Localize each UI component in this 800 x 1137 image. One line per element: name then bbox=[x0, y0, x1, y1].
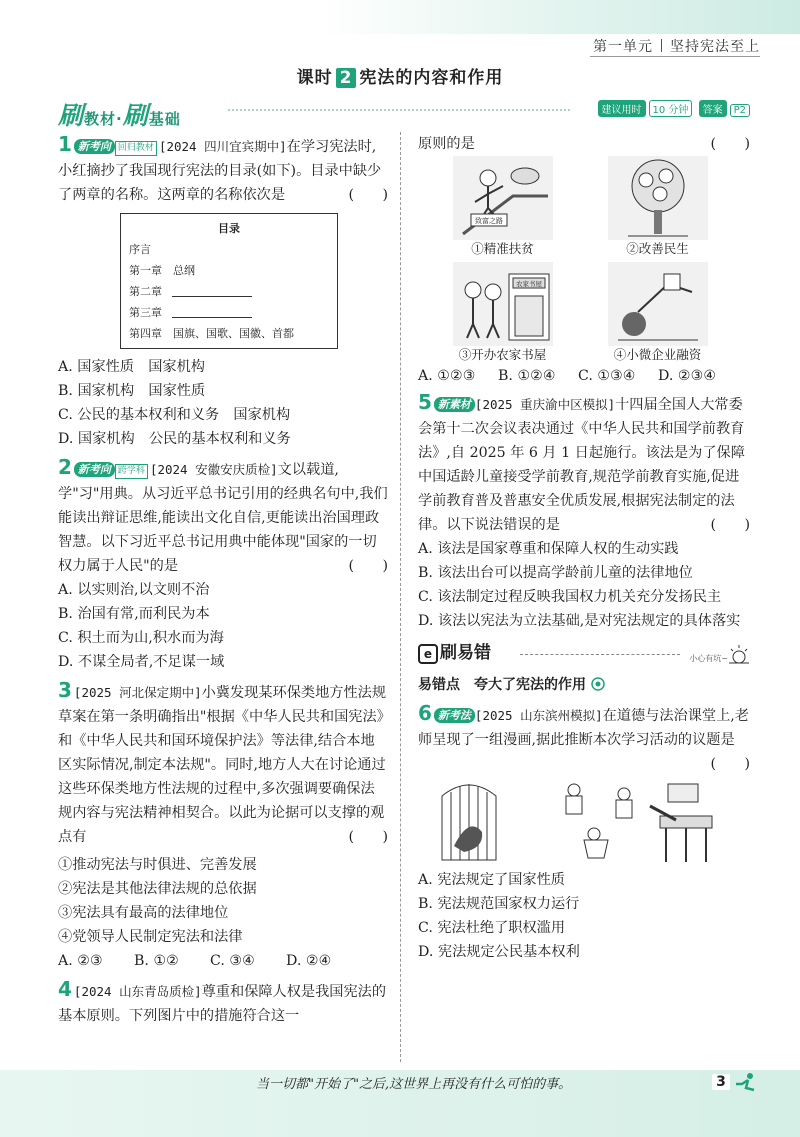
q4-pic-4-caption: ④小微企业融资 bbox=[613, 347, 702, 362]
q2-number: 2 bbox=[58, 455, 72, 479]
column-divider bbox=[400, 132, 401, 1062]
power-cage-comic bbox=[424, 776, 734, 866]
section-brand bbox=[58, 96, 181, 132]
brand-char-a: 刷 bbox=[58, 101, 85, 130]
q3-answer-paren: ( ) bbox=[348, 829, 388, 845]
brand-text-b: 教材 bbox=[84, 110, 117, 128]
question-6 bbox=[418, 701, 750, 964]
q3-option-c[interactable]: C. ③④ bbox=[210, 953, 255, 969]
q3-item-3: ③宪法具有最高的法律地位 bbox=[58, 905, 229, 921]
unit-title: 坚持宪法至上 bbox=[670, 39, 760, 55]
q4-pic-3-caption: ③开办农家书屋 bbox=[458, 347, 547, 362]
e-icon: e bbox=[418, 644, 438, 664]
q1-option-c[interactable]: C. 公民的基本权利和义务 国家机构 bbox=[58, 407, 291, 423]
lesson-name: 宪法的内容和作用 bbox=[359, 68, 504, 88]
q5-stem-line bbox=[418, 390, 750, 537]
question-5 bbox=[418, 390, 750, 633]
q6-stem: 在道德与法治课堂上,老师呈现了一组漫画,据此推断本次学习活动的议题是 bbox=[418, 708, 749, 748]
right-column bbox=[418, 132, 750, 964]
q2-stem-line bbox=[58, 455, 388, 578]
q3-source: [2025 河北保定期中] bbox=[73, 685, 202, 700]
q6-answer-paren: ( ) bbox=[710, 756, 750, 772]
toc-ch4-label: 第四章 bbox=[129, 327, 162, 340]
left-column bbox=[58, 132, 388, 1028]
q2-option-b[interactable]: B. 治国有常,而利民为本 bbox=[58, 606, 210, 622]
wrong-motto: 小心有坑~ bbox=[689, 654, 728, 663]
farm-bookstore-illustration bbox=[453, 262, 553, 346]
q3-number: 3 bbox=[58, 678, 72, 702]
q5-option-c[interactable]: C. 该法制定过程反映我国权力机关充分发扬民主 bbox=[418, 589, 722, 605]
q2-option-d[interactable]: D. 不谋全局者,不足谋一域 bbox=[58, 654, 225, 670]
q1-badge: 新考向 bbox=[74, 139, 115, 154]
answer-label: 答案 bbox=[699, 100, 727, 117]
q1-option-a[interactable]: A. 国家性质 国家机构 bbox=[58, 359, 205, 375]
q4-option-d[interactable]: D. ②③④ bbox=[658, 368, 717, 384]
time-label: 建议用时 bbox=[598, 100, 646, 117]
toc-ch4-name: 国旗、国歌、国徽、首都 bbox=[173, 327, 294, 340]
q3-option-b[interactable]: B. ①② bbox=[134, 953, 179, 969]
q3-item-1: ①推动宪法与时俱进、完善发展 bbox=[58, 857, 257, 873]
q1-stem: 在学习宪法时,小红摘抄了我国现行宪法的目录(如下)。目录中缺少了两章的名称。这两章的名称依次是 bbox=[58, 139, 382, 203]
q4-stem-cont: 原则的是 bbox=[418, 136, 475, 152]
q6-source: [2025 山东滨州模拟] bbox=[474, 708, 603, 723]
q2-option-c[interactable]: C. 积土而为山,积水而为海 bbox=[58, 630, 224, 646]
q2-answer-paren: ( ) bbox=[348, 558, 388, 574]
brand-char-c: 刷 bbox=[122, 101, 149, 130]
toc-ch3-blank bbox=[172, 317, 252, 318]
q1-badge-sub: 回归教材 bbox=[115, 141, 157, 156]
q4-stem-cont-line bbox=[418, 132, 750, 156]
wrong-section-bar bbox=[418, 641, 750, 669]
q5-stem: 十四届全国人大常委会第十二次会议表决通过《中华人民共和国学前教育法》,自 2025 年 6 月 1 日起施行。该法是为了保障中国适龄儿童接受学前教育,规范学前教育实施,促进学前教育普及普惠安全优质发展,根据宪法制定的法律。以下说法错误的是 bbox=[418, 397, 745, 533]
answer-page: P2 bbox=[730, 104, 750, 117]
q6-option-d[interactable]: D. 宪法规定公民基本权利 bbox=[418, 944, 580, 960]
question-3 bbox=[58, 678, 388, 973]
q4-source: [2024 山东青岛质检] bbox=[73, 984, 202, 999]
q3-options-row bbox=[58, 949, 388, 973]
error-point-label: 易错点 bbox=[418, 677, 460, 693]
q4-pic-2 bbox=[585, 156, 730, 258]
q4-number: 4 bbox=[58, 977, 72, 1001]
q1-option-b[interactable]: B. 国家机构 国家性质 bbox=[58, 383, 206, 399]
q4-pic-3 bbox=[430, 262, 575, 364]
q4-pic-1-caption: ①精准扶贫 bbox=[471, 241, 534, 256]
q4-option-a[interactable]: A. ①②③ bbox=[418, 368, 476, 384]
section-divider bbox=[228, 109, 570, 111]
runner-icon bbox=[734, 1072, 758, 1092]
q2-stem: 文以载道,学"习"用典。从习近平总书记引用的经典名句中,我们能读出辩证思维,能读出文化自信,更能读出治国理政智慧。以下习近平总书记用典中能体现"国家的一切权力属于人民"的是 bbox=[58, 462, 388, 574]
toc-ch1-name: 总纲 bbox=[173, 264, 195, 277]
q3-item-2: ②宪法是其他法律法规的总依据 bbox=[58, 881, 257, 897]
sun-icon bbox=[728, 643, 750, 665]
brand-dot: · bbox=[116, 110, 123, 128]
time-value: 10 分钟 bbox=[649, 100, 693, 117]
page-number: 3 bbox=[712, 1074, 730, 1090]
toc-ch2-label: 第二章 bbox=[129, 285, 162, 298]
lesson-title bbox=[0, 63, 800, 88]
q6-option-b[interactable]: B. 宪法规范国家权力运行 bbox=[418, 896, 580, 912]
q4-options-row bbox=[418, 364, 750, 388]
wrong-section-title bbox=[418, 643, 491, 663]
wrong-title-text: 刷易错 bbox=[440, 643, 491, 663]
toc-ch4 bbox=[129, 323, 329, 344]
toc-ch1-label: 第一章 bbox=[129, 264, 162, 277]
q3-option-d[interactable]: D. ②④ bbox=[286, 953, 332, 969]
q4-pic-2-caption: ②改善民生 bbox=[626, 241, 689, 256]
q4-picture-grid bbox=[430, 156, 730, 364]
q4-pic-4 bbox=[585, 262, 730, 364]
question-2 bbox=[58, 455, 388, 674]
q2-badge-sub: 跨学科 bbox=[115, 464, 148, 479]
toc-title: 目录 bbox=[218, 222, 240, 235]
toc-ch1 bbox=[129, 260, 329, 281]
q5-badge: 新素材 bbox=[434, 397, 475, 412]
top-band bbox=[0, 0, 800, 34]
q5-option-d[interactable]: D. 该法以宪法为立法基础,是对宪法规定的具体落实 bbox=[418, 613, 741, 629]
q4-option-b[interactable]: B. ①②④ bbox=[498, 368, 556, 384]
q6-badge: 新考法 bbox=[434, 708, 475, 723]
q3-stem: 小冀发现某环保类地方性法规草案在第一条明确指出"根据《中华人民共和国宪法》和《中华人民共和国环境保护法》等法律,结合本地区实际情况,制定本法规"。同时,地方人大在讨论通过这些环保类地方性法规的过程中,多次强调要确保法规内容与宪法精神相契合。以此为论据可以支撑的观点有 bbox=[58, 685, 387, 845]
q6-option-a[interactable]: A. 宪法规定了国家性质 bbox=[418, 872, 565, 888]
q5-option-b[interactable]: B. 该法出台可以提高学龄前儿童的法律地位 bbox=[418, 565, 693, 581]
q1-source: [2024 四川宜宾期中] bbox=[158, 139, 287, 154]
q3-option-a[interactable]: A. ②③ bbox=[58, 953, 103, 969]
q2-source: [2024 安徽安庆质检] bbox=[149, 462, 278, 477]
q4-stem: 尊重和保障人权是我国宪法的基本原则。下列图片中的措施符合这一 bbox=[58, 984, 387, 1024]
q5-answer-paren: ( ) bbox=[710, 517, 750, 533]
enterprise-financing-illustration bbox=[608, 262, 708, 346]
brand-text-d: 基础 bbox=[148, 110, 181, 128]
q3-item-4: ④党领导人民制定宪法和法律 bbox=[58, 929, 243, 945]
q1-number: 1 bbox=[58, 132, 72, 156]
wrong-divider bbox=[520, 654, 680, 655]
poverty-alleviation-illustration bbox=[453, 156, 553, 240]
section-bar bbox=[58, 96, 750, 130]
q1-stem-line bbox=[58, 132, 388, 207]
q1-option-d[interactable]: D. 国家机构 公民的基本权利和义务 bbox=[58, 431, 291, 447]
header-rule bbox=[590, 56, 760, 57]
q4-option-c[interactable]: C. ①③④ bbox=[578, 368, 636, 384]
pic-book-label: 农家书屋 bbox=[515, 280, 542, 288]
lesson-number: 2 bbox=[336, 68, 357, 88]
target-icon bbox=[591, 677, 605, 691]
pic-road-label: 致富之路 bbox=[474, 217, 503, 225]
toc-ch2-blank bbox=[172, 296, 252, 297]
q1-toc-box bbox=[120, 213, 338, 349]
q4-pic-1 bbox=[430, 156, 575, 258]
q6-number: 6 bbox=[418, 701, 432, 725]
q4-stem-line bbox=[58, 977, 388, 1028]
running-header bbox=[593, 36, 760, 56]
unit-label: 第一单元 bbox=[593, 39, 653, 55]
footer-quote: 当一切都"开始了"之后,这世界上再没有什么可怕的事。 bbox=[256, 1077, 572, 1092]
toc-ch3-label: 第三章 bbox=[129, 306, 162, 319]
toc-ch2 bbox=[129, 281, 329, 302]
q5-option-a[interactable]: A. 该法是国家尊重和保障人权的生动实践 bbox=[418, 541, 679, 557]
question-4 bbox=[58, 977, 388, 1028]
q1-answer-paren: ( ) bbox=[348, 187, 388, 203]
error-point-text: 夸大了宪法的作用 bbox=[474, 677, 586, 693]
q6-stem-line bbox=[418, 701, 750, 772]
q6-option-c[interactable]: C. 宪法杜绝了职权滥用 bbox=[418, 920, 566, 936]
section-tags bbox=[595, 100, 751, 117]
q3-stem-line bbox=[58, 678, 388, 849]
q5-number: 5 bbox=[418, 390, 432, 414]
lesson-prefix: 课时 bbox=[296, 68, 333, 88]
header-separator bbox=[661, 39, 662, 52]
toc-ch3 bbox=[129, 302, 329, 323]
q4-answer-paren: ( ) bbox=[710, 136, 750, 152]
question-1 bbox=[58, 132, 388, 451]
q5-source: [2025 重庆渝中区模拟] bbox=[474, 397, 616, 412]
livelihood-tree-illustration bbox=[608, 156, 708, 240]
toc-preface: 序言 bbox=[129, 243, 151, 256]
q2-badge: 新考向 bbox=[74, 462, 115, 477]
error-point bbox=[418, 673, 750, 697]
q2-option-a[interactable]: A. 以实则治,以文则不治 bbox=[58, 582, 210, 598]
